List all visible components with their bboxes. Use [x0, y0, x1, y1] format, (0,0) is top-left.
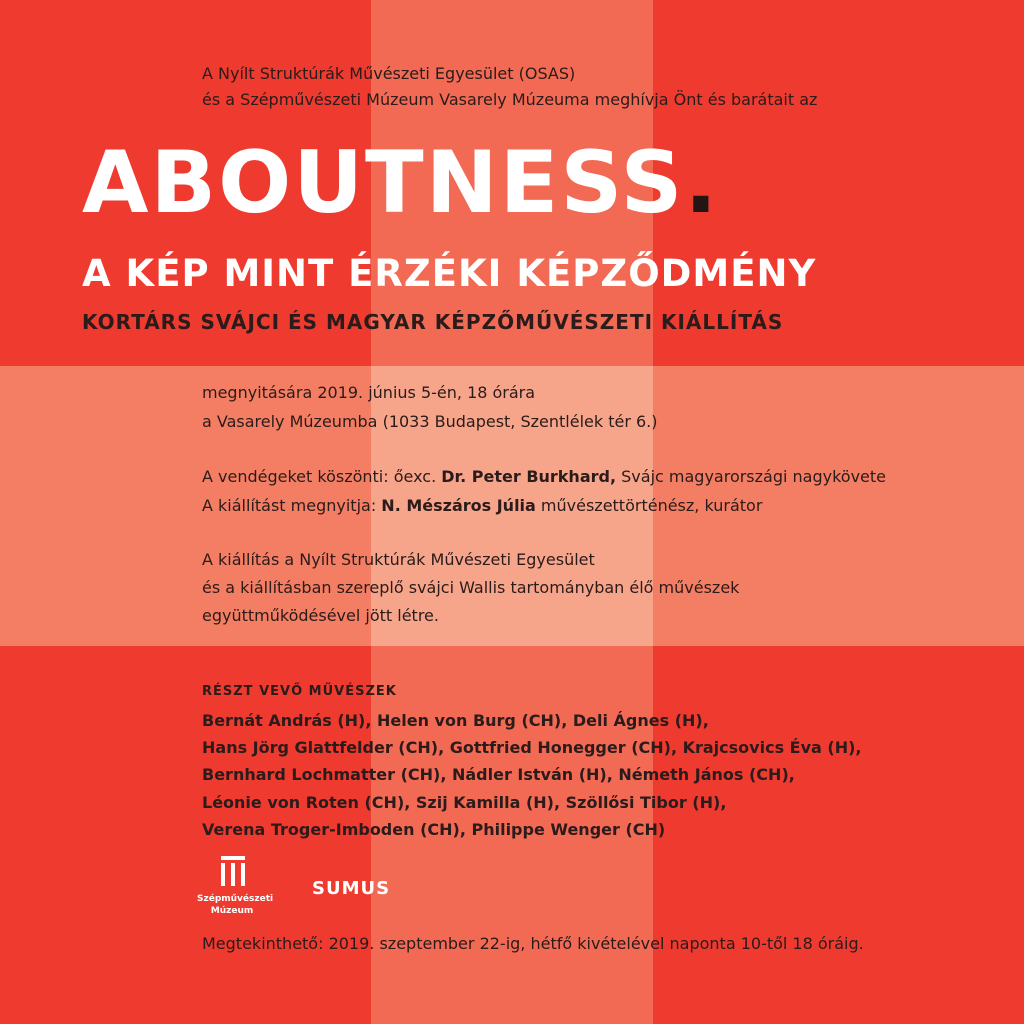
- subtitle-secondary: KORTÁRS SVÁJCI ÉS MAGYAR KÉPZŐMŰVÉSZETI KIÁLLÍTÁS: [82, 310, 784, 334]
- collab-line-1: A kiállítás a Nyílt Struktúrák Művészeti Egyesület: [202, 550, 595, 569]
- museum-columns-icon: [221, 856, 245, 886]
- collab-line-2: és a kiállításban szereplő svájci Wallis tartományban élő művészek: [202, 578, 740, 597]
- artists-line: Bernát András (H), Helen von Burg (CH), Deli Ágnes (H),: [202, 711, 709, 730]
- welcome-suffix: Svájc magyarországi nagykövete: [616, 467, 887, 486]
- artists-heading: RÉSZT VEVŐ MŰVÉSZEK: [202, 684, 397, 699]
- opener-suffix: művészettörténész, kurátor: [535, 496, 763, 515]
- exhibition-title: [82, 128, 719, 238]
- artists-line: Bernhard Lochmatter (CH), Nádler István (H), Németh János (CH),: [202, 765, 795, 784]
- artists-line: Hans Jörg Glattfelder (CH), Gottfried Honegger (CH), Krajcsovics Éva (H),: [202, 738, 862, 757]
- opener-prefix: A kiállítást megnyitja:: [202, 496, 382, 515]
- collab-line-3: együttműködésével jött létre.: [202, 606, 439, 625]
- opening-date: megnyitására 2019. június 5-én, 18 órára: [202, 383, 536, 402]
- artists-line: Verena Troger-Imboden (CH), Philippe Wenger (CH): [202, 820, 666, 839]
- subtitle-main: A KÉP MINT ÉRZÉKI KÉPZŐDMÉNY: [82, 252, 817, 295]
- intro-line-2: és a Szépművészeti Múzeum Vasarely Múzeuma meghívja Önt és barátait az: [202, 90, 818, 109]
- opening-venue: a Vasarely Múzeumba (1033 Budapest, Szentlélek tér 6.): [202, 412, 658, 431]
- welcome-line: [202, 465, 886, 488]
- sumus-logo: SUMUS: [312, 878, 391, 899]
- welcome-name: Dr. Peter Burkhard,: [441, 467, 617, 486]
- title-text: ABOUTNESS: [82, 133, 685, 233]
- museum-logo-text: [197, 893, 274, 917]
- museum-logo-line-1: Szépművészeti: [197, 894, 274, 904]
- artists-line: Léonie von Roten (CH), Szij Kamilla (H), Szöllősi Tibor (H),: [202, 793, 727, 812]
- welcome-prefix: A vendégeket köszönti: őexc.: [202, 467, 442, 486]
- viewing-hours: Megtekinthető: 2019. szeptember 22-ig, hétfő kivételével naponta 10-től 18 óráig.: [202, 934, 864, 953]
- opener-line: [202, 494, 762, 517]
- title-dot: .: [684, 133, 720, 233]
- opener-name: N. Mészáros Júlia: [381, 496, 536, 515]
- intro-line-1: A Nyílt Struktúrák Művészeti Egyesület (OSAS): [202, 64, 576, 83]
- museum-logo-line-2: Múzeum: [210, 906, 254, 916]
